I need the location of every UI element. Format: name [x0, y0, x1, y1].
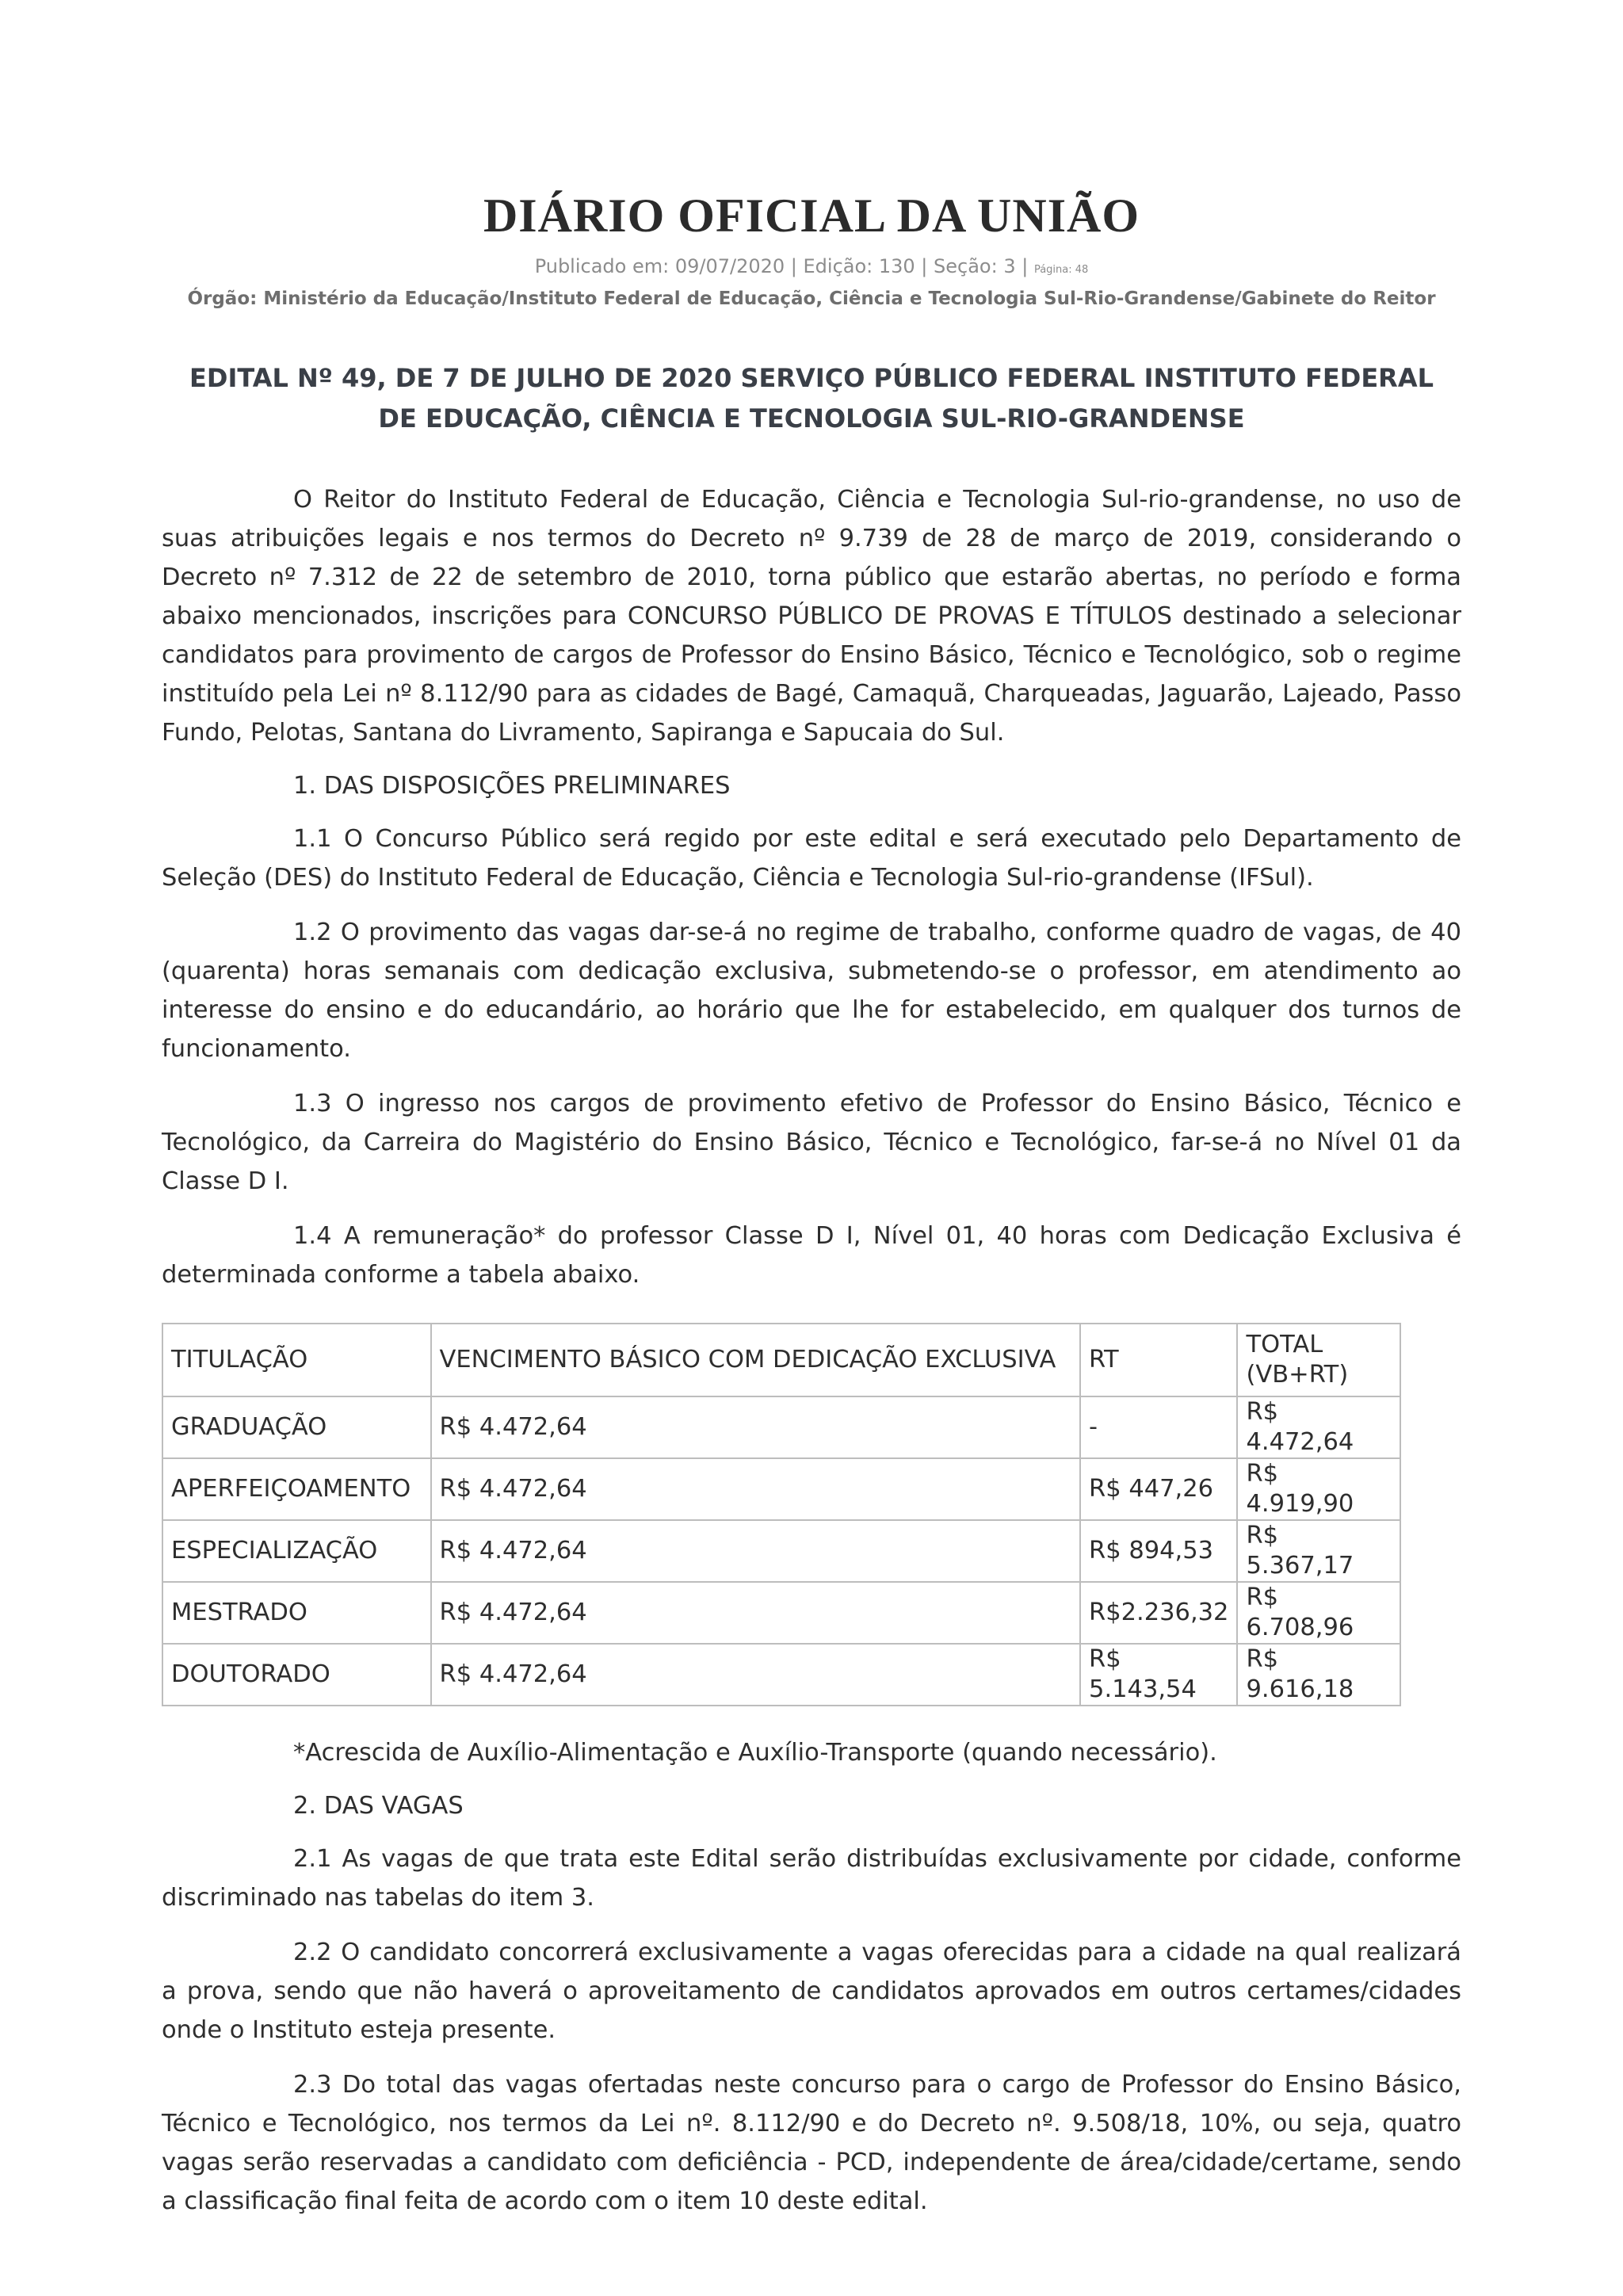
section-1-heading: 1. DAS DISPOSIÇÕES PRELIMINARES: [293, 772, 731, 800]
remuneration-footnote: *Acrescida de Auxílio-Alimentação e Auxílio-Transporte (quando necessário).: [293, 1739, 1217, 1767]
table-cell: R$ 4.919,90: [1237, 1458, 1400, 1520]
document-body: [162, 480, 1461, 2221]
page-number: Página: 48: [1033, 264, 1089, 276]
table-row: [162, 1458, 1400, 1520]
table-cell: R$ 4.472,64: [431, 1582, 1081, 1644]
clause-2-1: 2.1 As vagas de que trata este Edital serão distribuídas exclusivamente por cidade, conforme discriminado nas tabelas do item 3.: [162, 1845, 1461, 1912]
clause-1-3: 1.3 O ingresso nos cargos de provimento efetivo de Professor do Ensino Básico, Técnico e Tecnológico, da Carreira do Magistério do Ensino Básico, Técnico e Tecnológico, far-se-á no Nível 01 da Classe D I.: [162, 1090, 1461, 1195]
clause-2-3: 2.3 Do total das vagas ofertadas neste concurso para o cargo de Professor do Ensino Básico, Técnico e Tecnológico, nos termos da Lei nº. 8.112/90 e do Decreto nº. 9.508/18, 10%, ou seja, quatro vagas serão reservadas a candidato com deficiência - PCD, independente de área/cidade/certame, sendo a classificação final feita de acordo com o item 10 deste edital.: [162, 2071, 1461, 2215]
table-row: [162, 1644, 1400, 1706]
header-cell: TITULAÇÃO: [162, 1324, 431, 1396]
table-cell: -: [1080, 1396, 1237, 1458]
clause-2-2: 2.2 O candidato concorrerá exclusivamente a vagas oferecidas para a cidade na qual realizará a prova, sendo que não haverá o aproveitamento de candidatos aprovados em outros certames/cidades onde o Instituto esteja presente.: [162, 1939, 1461, 2044]
table-cell: R$ 5.367,17: [1237, 1520, 1400, 1582]
table-cell: R$ 4.472,64: [431, 1396, 1081, 1458]
publication-info: [0, 255, 1623, 277]
clause-1-1: 1.1 O Concurso Público será regido por este edital e será executado pelo Departamento de Seleção (DES) do Instituto Federal de Educação, Ciência e Tecnologia Sul-rio-grandense (IFSul).: [162, 825, 1461, 892]
table-row: [162, 1520, 1400, 1582]
table-cell: R$ 4.472,64: [1237, 1396, 1400, 1458]
table-cell: R$ 4.472,64: [431, 1520, 1081, 1582]
table-cell: R$ 5.143,54: [1080, 1644, 1237, 1706]
table-header-row: [162, 1324, 1400, 1396]
table-cell: R$ 4.472,64: [431, 1644, 1081, 1706]
header-cell: VENCIMENTO BÁSICO COM DEDICAÇÃO EXCLUSIVA: [431, 1324, 1081, 1396]
header-cell: RT: [1080, 1324, 1237, 1396]
edital-title: EDITAL Nº 49, DE 7 DE JULHO DE 2020 SERVIÇO PÚBLICO FEDERAL INSTITUTO FEDERAL DE EDUCAÇÃO, CIÊNCIA E TECNOLOGIA SUL-RIO-GRANDENSE: [189, 363, 1434, 434]
clause-1-4: 1.4 A remuneração* do professor Classe D I, Nível 01, 40 horas com Dedicação Exclusiva é determinada conforme a tabela abaixo.: [162, 1222, 1461, 1289]
table-row: [162, 1396, 1400, 1458]
masthead-title: DIÁRIO OFICIAL DA UNIÃO: [483, 189, 1140, 242]
table-cell: ESPECIALIZAÇÃO: [162, 1520, 431, 1582]
table-cell: DOUTORADO: [162, 1644, 431, 1706]
table-cell: GRADUAÇÃO: [162, 1396, 431, 1458]
publication-details: Publicado em: 09/07/2020 | Edição: 130 | Seção: 3 |: [534, 255, 1029, 277]
table-row: [162, 1582, 1400, 1644]
clause-1-2: 1.2 O provimento das vagas dar-se-á no regime de trabalho, conforme quadro de vagas, de 40 (quarenta) horas semanais com dedicação exclusiva, submetendo-se o professor, em atendimento ao interesse do ensino e do educandário, ao horário que lhe for estabelecido, em qualquer dos turnos de funcionamento.: [162, 919, 1461, 1063]
table-cell: R$ 6.708,96: [1237, 1582, 1400, 1644]
table-cell: R$ 9.616,18: [1237, 1644, 1400, 1706]
table-cell: APERFEIÇOAMENTO: [162, 1458, 431, 1520]
table-cell: MESTRADO: [162, 1582, 431, 1644]
table-cell: R$ 894,53: [1080, 1520, 1237, 1582]
intro-paragraph: O Reitor do Instituto Federal de Educação, Ciência e Tecnologia Sul-rio-grandense, no uso de suas atribuições legais e nos termos do Decreto nº 9.739 de 28 de março de 2019, considerando o Decreto nº 7.312 de 22 de setembro de 2010, torna público que estarão abertas, no período e forma abaixo mencionados, inscrições para CONCURSO PÚBLICO DE PROVAS E TÍTULOS destinado a selecionar candidatos para provimento de cargos de Professor do Ensino Básico, Técnico e Tecnológico, sob o regime instituído pela Lei nº 8.112/90 para as cidades de Bagé, Camaquã, Charqueadas, Jaguarão, Lajeado, Passo Fundo, Pelotas, Santana do Livramento, Sapiranga e Sapucaia do Sul.: [162, 486, 1461, 747]
table-cell: R$ 447,26: [1080, 1458, 1237, 1520]
header-cell: TOTAL (VB+RT): [1237, 1324, 1400, 1396]
table-cell: R$2.236,32: [1080, 1582, 1237, 1644]
section-2-heading: 2. DAS VAGAS: [293, 1792, 464, 1820]
table-cell: R$ 4.472,64: [431, 1458, 1081, 1520]
organ-line: Órgão: Ministério da Educação/Instituto Federal de Educação, Ciência e Tecnologia Sul-Rio-Grandense/Gabinete do Reitor: [187, 288, 1436, 309]
salary-table: [162, 1323, 1401, 1706]
